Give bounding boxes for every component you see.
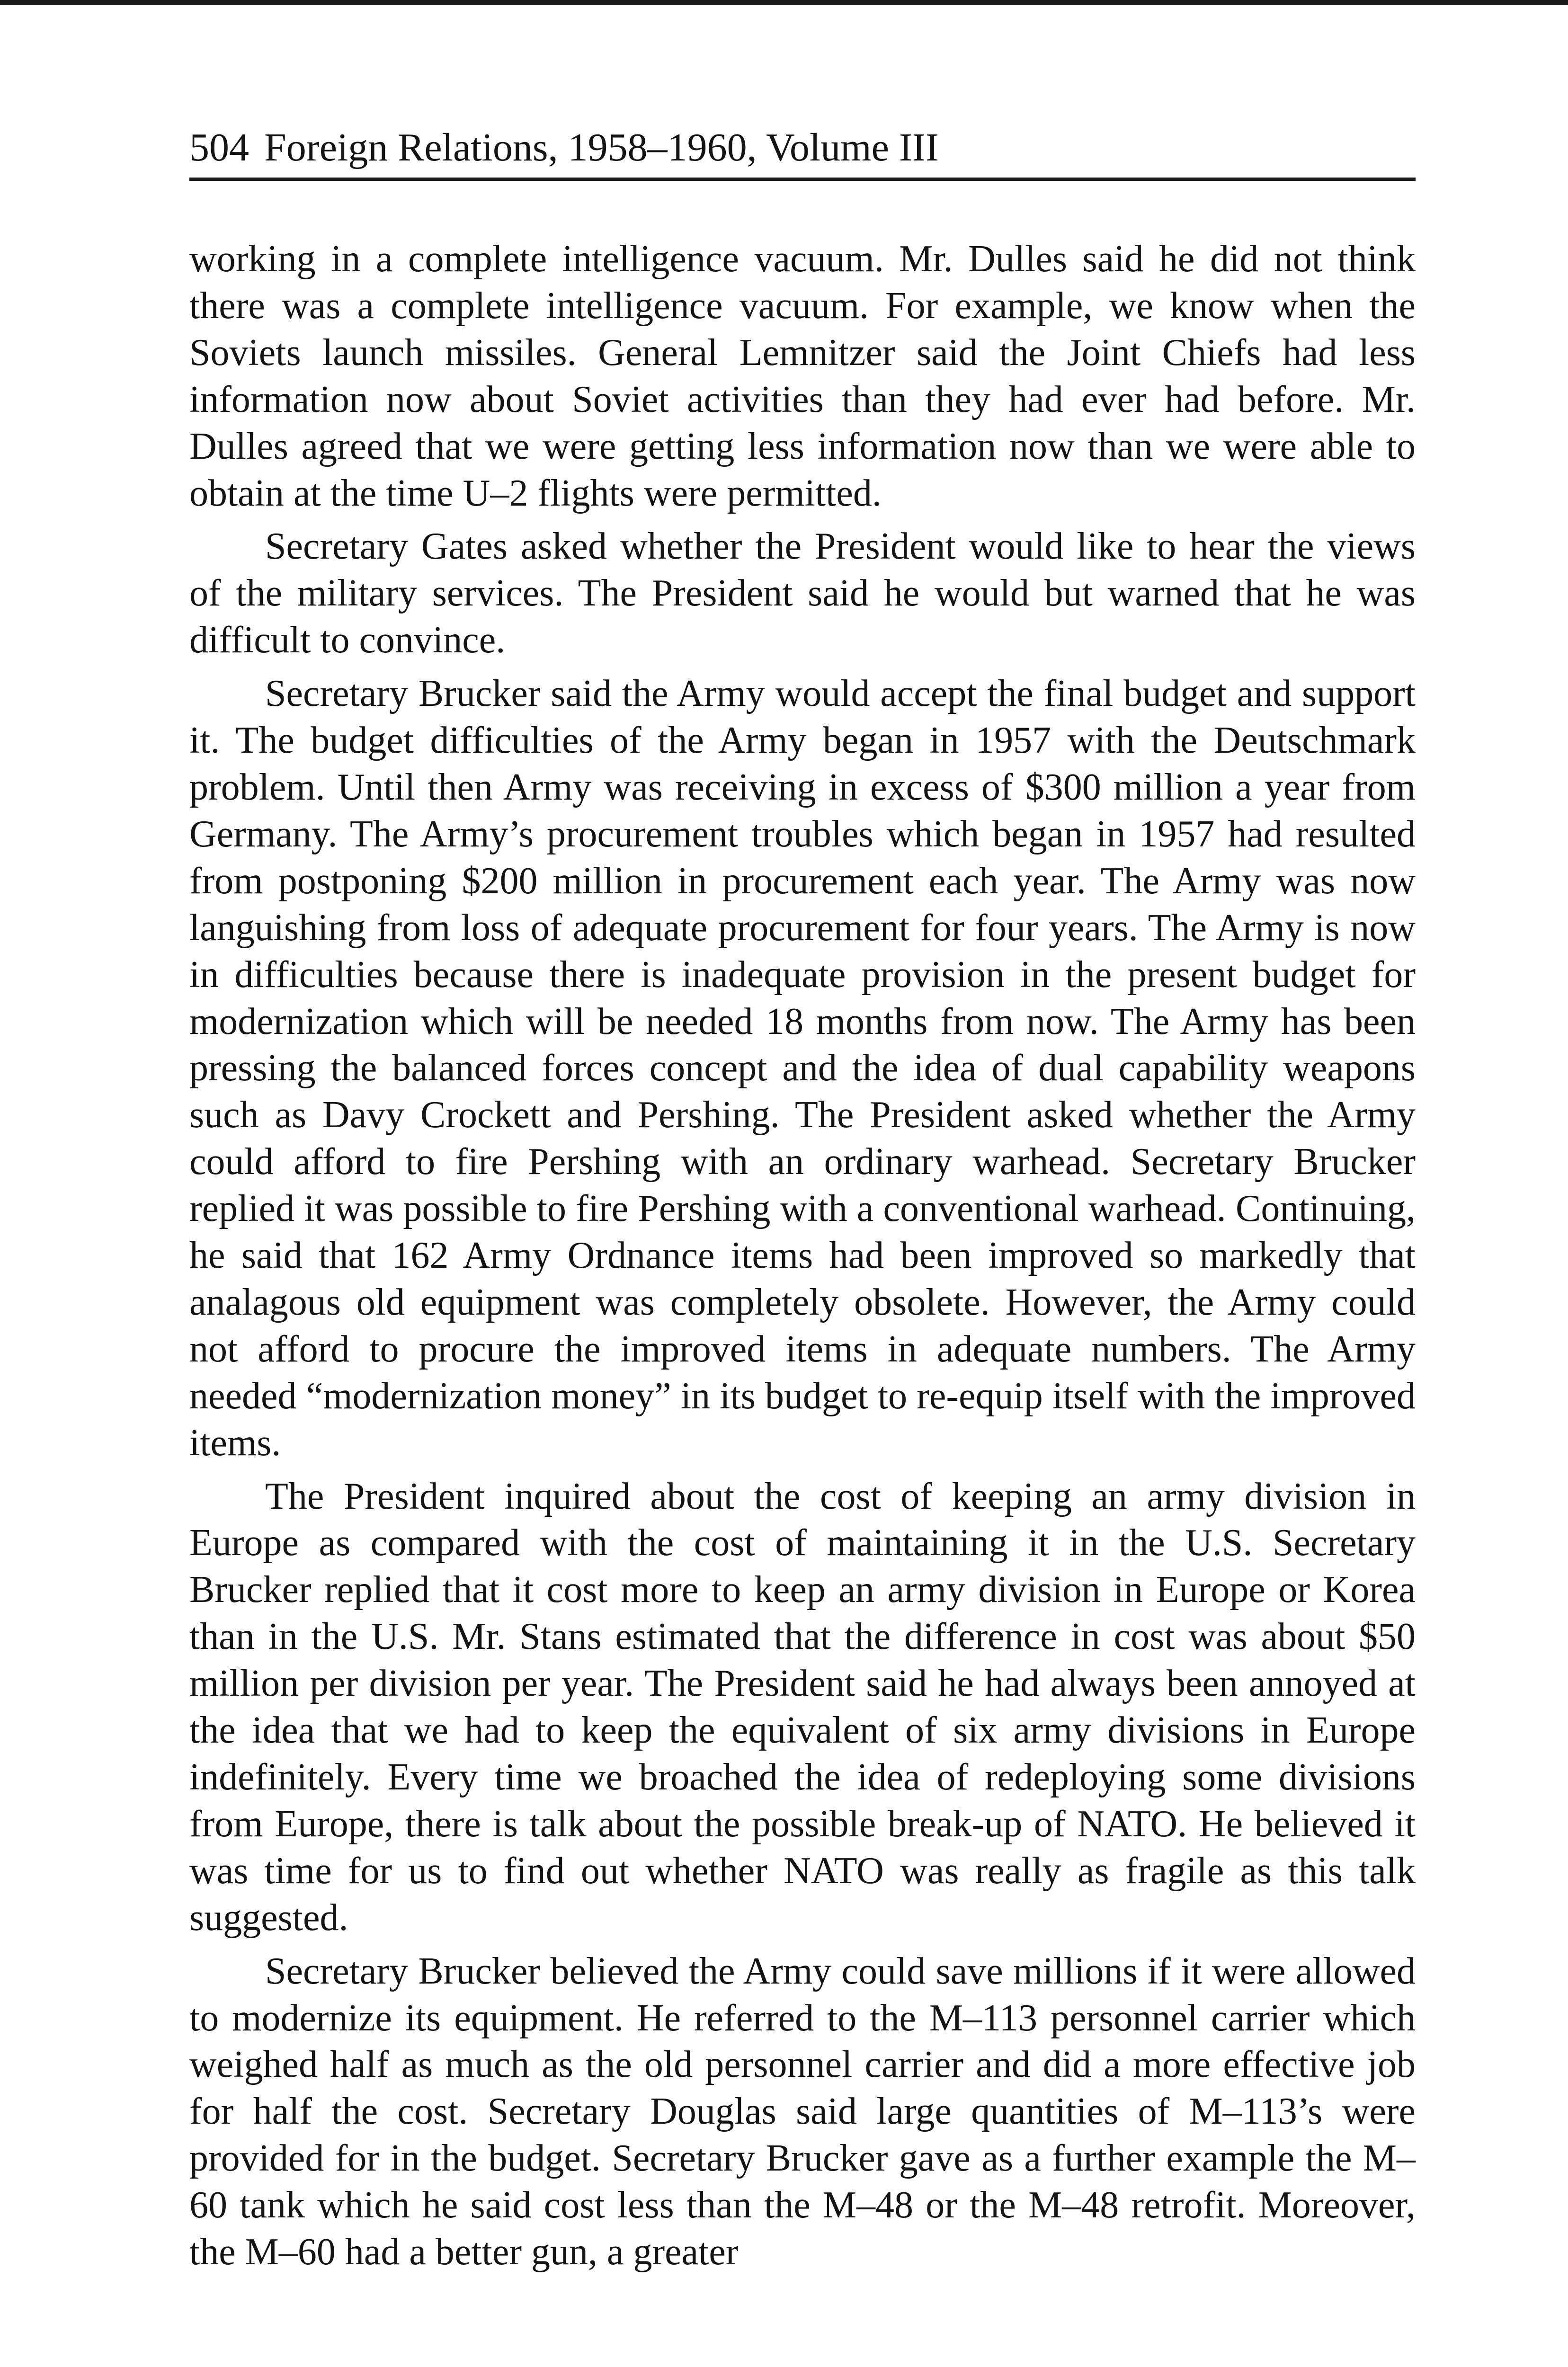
publication-title: Foreign Relations, 1958–1960, Volume III bbox=[264, 125, 939, 169]
body-text bbox=[189, 236, 1416, 2276]
paragraph-continued: working in a complete intelligence vacuum. Mr. Dulles said he did not think there was a complete intelligence vacuum. For example, we know when the Soviets launch missiles. General Lemnitzer said the Joint Chiefs had less information now about Soviet activities than they had ever had before. Mr. Dulles agreed that we were getting less information now than we were able to obtain at the time U–2 flights were permitted. bbox=[189, 238, 1416, 514]
paragraph: Secretary Brucker said the Army would accept the final budget and support it. The budget difficulties of the Army began in 1957 with the Deutschmark problem. Until then Army was receiving in excess of $300 million a year from Germany. The Army’s procurement troubles which began in 1957 had resulted from postponing $200 million in procurement each year. The Army was now languishing from loss of adequate procurement for four years. The Army is now in difficulties because there is inadequate provision in the present budget for modernization which will be needed 18 months from now. The Army has been pressing the balanced forces concept and the idea of dual capability weapons such as Davy Crockett and Pershing. The President asked whether the Army could afford to fire Pershing with an ordinary warhead. Secretary Brucker replied it was possible to fire Pershing with a conventional warhead. Continuing, he said that 162 Army Ordnance items had been improved so markedly that analagous old equipment was completely obsolete. However, the Army could not afford to procure the improved items in adequate numbers. The Army needed “modernization money” in its budget to re-equip itself with the improved items. bbox=[189, 673, 1416, 1464]
top-border-rule bbox=[0, 0, 1568, 5]
running-head bbox=[189, 124, 1416, 171]
header-rule bbox=[189, 178, 1416, 181]
paragraph: The President inquired about the cost of keeping an army division in Europe as compared with the cost of maintaining it in the U.S. Secretary Brucker replied that it cost more to keep an army division in Europe or Korea than in the U.S. Mr. Stans estimated that the difference in cost was about $50 million per division per year. The President said he had always been annoyed at the idea that we had to keep the equivalent of six army divisions in Europe indefinitely. Every time we broached the idea of redeploying some divisions from Europe, there is talk about the possible break-up of NATO. He believed it was time for us to find out whether NATO was really as fragile as this talk suggested. bbox=[189, 1475, 1416, 1939]
paragraph: Secretary Brucker believed the Army could save millions if it were allowed to modernize its equipment. He referred to the M–113 personnel carrier which weighed half as much as the old personnel carrier and did a more effective job for half the cost. Secretary Douglas said large quantities of M–113’s were provided for in the budget. Secretary Brucker gave as a further example the M–60 tank which he said cost less than the M–48 or the M–48 retrofit. Moreover, the M–60 had a better gun, a greater bbox=[189, 1950, 1416, 2273]
page-number: 504 bbox=[189, 125, 249, 169]
paragraph: Secretary Gates asked whether the President would like to hear the views of the military services. The President said he would but warned that he was difficult to convince. bbox=[189, 525, 1416, 661]
